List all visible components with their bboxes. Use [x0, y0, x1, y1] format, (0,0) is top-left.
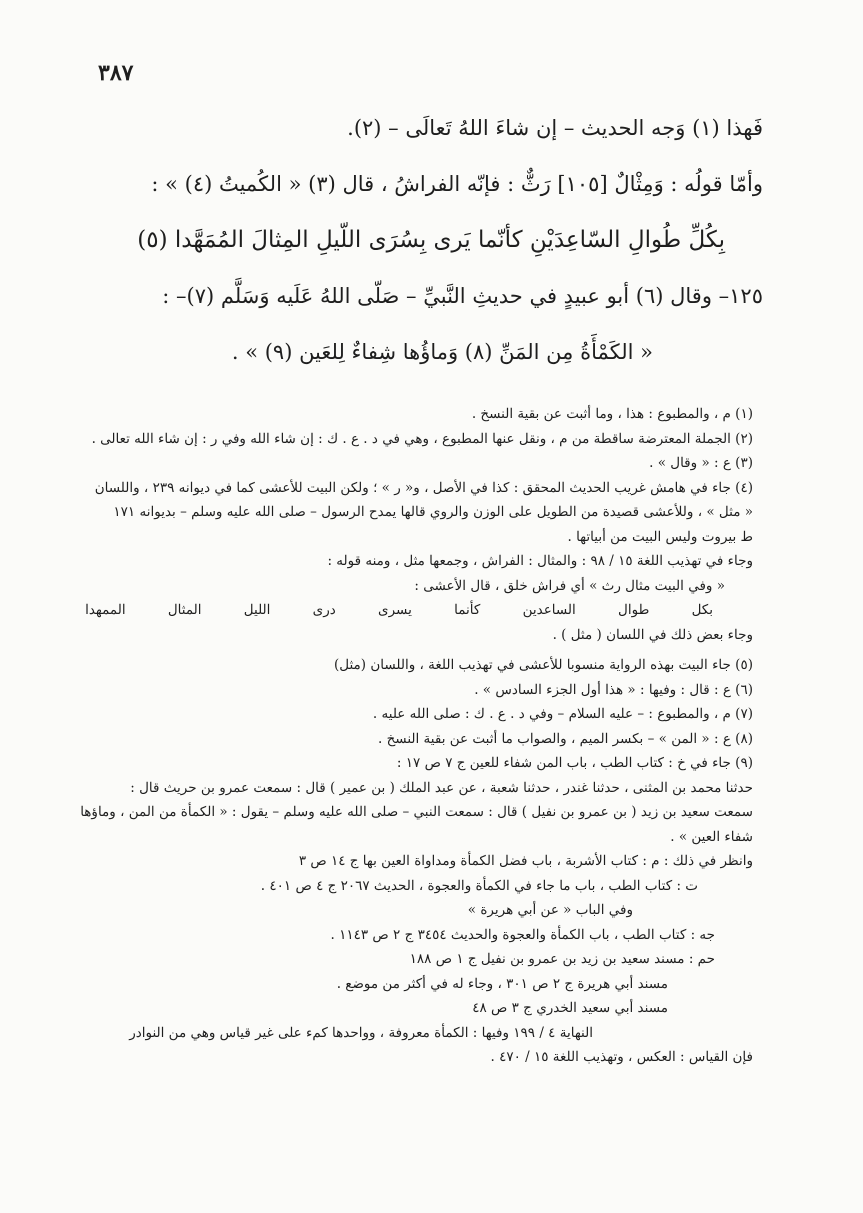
footnote-9-cont: النهاية ٤ / ١٩٩ وفيها : الكمأة معروفة ، وواحدها كمء على غير قياس وهي من النوادر [129, 1024, 593, 1041]
footnote-4: (٤) جاء في هامش غريب الحديث المحقق : كذا في الأصل ، و« ر » ؛ ولكن البيت للأعشى كما في ديوانه ٢٣٩ ، واللسان [94, 479, 753, 496]
footnote-9-cont: سمعت سعيد بن زيد ( بن عمرو بن نفيل ) قال : سمعت النبي – صلى الله عليه وسلم – يقول : « الكمأة من المن ، وماؤها [80, 804, 753, 820]
footnote-9-cont: وانظر في ذلك : م : كتاب الأشربة ، باب فضل الكمأة ومداواة العين بها ج ١٤ ص ٣ [298, 853, 753, 869]
footnote-7: (٧) م ، والمطبوع : – عليه السلام – وفي د . ع . ك : صلى الله عليه . [372, 706, 753, 722]
footnote-6: (٦) ع : قال : وفيها : « هذا أول الجزء السادس » . [474, 681, 753, 698]
footnotes [75, 402, 753, 1070]
verse-word: المثال [167, 602, 202, 618]
footnote-4-cont: « مثل » ، وللأعشى قصيدة من الطويل على الوزن والروي قالها يمدح الرسول – صلى الله عليه وسلم – بديوانه ١٧١ [113, 504, 753, 520]
main-line-2: وأمّا قولُه : وَمِثْالٌ [١٠٥] رَثٌّ : فإنّه الفراشُ ، قال (٣) « الكُميتُ (٤) » : [151, 172, 763, 196]
verse-word: الممهدا [85, 602, 126, 618]
verse-word: درى [312, 602, 336, 618]
footnote-4-cont: ط بيروت وليس البيت من أبياتها . [567, 528, 753, 545]
footnote-4-cont: وجاء بعض ذلك في اللسان ( مثل ) . [552, 626, 753, 643]
main-line-1: فَهذا (١) وَجه الحديث – إن شاءَ اللهُ تَعالَى – (٢). [347, 116, 763, 140]
footnote-9-cont: حدثنا محمد بن المثنى ، حدثنا غندر ، حدثنا شعبة ، عن عبد الملك ( بن عمير ) قال : سمعت عمرو بن حريث قال : [130, 779, 753, 796]
verse-word: طوال [618, 602, 650, 618]
main-line-4: ١٢٥– وقال (٦) أبو عبيدٍ في حديثِ النَّبيِّ – صَلّى اللهُ عَلَيه وَسَلَّم (٧)– : [162, 284, 763, 308]
footnote-9-cont: جه : كتاب الطب ، باب الكمأة والعجوة والحديث ٣٤٥٤ ج ٢ ص ١١٤٣ . [330, 926, 715, 943]
footnote-4-cont: وجاء في تهذيب اللغة ١٥ / ٩٨ : والمثال : الفراش ، وجمعها مثل ، ومنه قوله : [327, 553, 753, 569]
footnote-3: (٣) ع : « وقال » . [649, 455, 753, 471]
verse-word: الساعدين [522, 602, 576, 618]
verse-word: كأنما [454, 602, 481, 618]
footnote-2: (٢) الجملة المعترضة ساقطة من م ، ونقل عنها المطبوع ، وهي في د . ع . ك : إن شاء الله وفي ر : إن شاء الله تعالى . [91, 430, 753, 447]
footnote-8: (٨) ع : « المن » – بكسر الميم ، والصواب ما أثبت عن بقية النسخ . [377, 730, 753, 747]
footnote-9-cont: فإن القياس : العكس ، وتهذيب اللغة ١٥ / ٤٧٠ . [490, 1049, 753, 1065]
verse-line: بِكُلِّ طُوالِ السّاعِدَيْنِ كأنّما يَرى بِسُرَى اللّيلِ المِثالَ المُمَهَّدا (٥) [137, 227, 725, 253]
verse-word: بكل [691, 602, 713, 618]
footnote-1: (١) م ، والمطبوع : هذا ، وما أثبت عن بقية النسخ . [471, 406, 753, 422]
page-number: ٣٨٧ [98, 60, 134, 86]
footnote-9-cont: حم : مسند سعيد بن زيد بن عمرو بن نفيل ج ١ ص ١٨٨ [409, 951, 715, 967]
footnote-5: (٥) جاء البيت بهذه الرواية منسوبا للأعشى في تهذيب اللغة ، واللسان (مثل) [333, 657, 753, 673]
footnote-9-cont: ت : كتاب الطب ، باب ما جاء في الكمأة والعجوة ، الحديث ٢٠٦٧ ج ٤ ص ٤٠١ . [260, 877, 698, 894]
verse-word: يسرى [378, 602, 412, 618]
verse-word: الليل [243, 602, 271, 618]
footnote-9-cont: مسند أبي سعيد الخدري ج ٣ ص ٤٨ [472, 1000, 668, 1016]
footnote-4-cont: « وفي البيت مثال رث » أي فراش خلق ، قال الأعشى : [414, 577, 725, 594]
footnote-9: (٩) جاء في خ : كتاب الطب ، باب المن شفاء للعين ج ٧ ص ١٧ : [396, 755, 753, 771]
main-text [95, 100, 763, 380]
hadith-line: « الكَمْأَةُ مِن المَنِّ (٨) وَماؤُها شِفاءٌ لِلعَين (٩) » . [231, 340, 653, 364]
footnote-9-cont: وفي الباب « عن أبي هريرة » [467, 902, 633, 918]
footnote-9-cont: مسند أبي هريرة ج ٢ ص ٣٠١ ، وجاء له في أكثر من موضع . [336, 975, 668, 992]
footnote-9-cont: شفاء العين » . [670, 828, 753, 845]
footnote-verse [75, 598, 753, 623]
